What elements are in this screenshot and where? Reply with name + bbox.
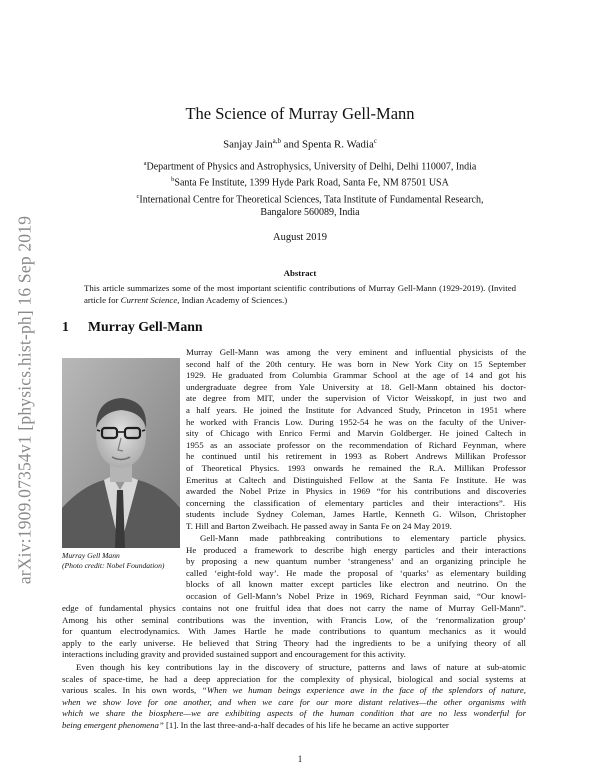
quote-text: when we show love for one another, and when we care for our more distant relatives—the other organisms with <box>62 696 526 707</box>
text-line: 1929. He graduated from Columbia Grammar School at the age of 14 and got his <box>186 370 526 381</box>
author-2-superscript: c <box>373 137 377 145</box>
text-line: concerning the classification of elementary particles and their interactions”. His <box>186 497 526 508</box>
text-line: Murray Gell-Mann was among the very eminent and influential physicists of the <box>186 347 526 357</box>
portrait-illustration <box>62 358 180 548</box>
affiliation-c-superscript: c <box>136 192 140 200</box>
section-heading <box>62 319 203 335</box>
text-line: He produced a framework to describe high energy particles and their interactions <box>186 544 526 555</box>
affiliation-c-text: International Centre for Theoretical Sciences, Tata Institute of Fundamental Research, <box>139 193 484 205</box>
text-line: awarded the Nobel Prize in Physics in 1969 “for his contributions and discoveries <box>186 486 526 497</box>
affiliation-b <box>100 173 520 189</box>
text-line <box>62 708 526 720</box>
figure-caption-credit: (Photo credit: Nobel Foundation) <box>62 561 165 571</box>
abstract-text <box>84 283 516 306</box>
text-line: he worked with Francis Low. During 1952-54 he was on the faculty of the Univer- <box>186 416 526 427</box>
text-line: by proposing a new quantum number ‘strangeness’ and an organizing principle he <box>186 556 526 567</box>
abstract-text-part-2: , Indian Academy of Sciences.) <box>177 294 288 305</box>
text-line: called ‘eight-fold way’. He made the proposal of ‘quarks’ as elementary building <box>186 567 526 578</box>
text-line: interactions including gravity and provided sustained support and encouragement for this activity. <box>62 649 406 660</box>
text-line: blocks of all known matter except particles like electron and neutrino. On the <box>186 579 526 590</box>
text-line: Even though his key contributions lay in the discovery of structure, patterns and laws of nature at sub-atomic <box>76 662 526 672</box>
affiliation-b-text: Santa Fe Institute, 1399 Hyde Park Road, Santa Fe, NM 87501 USA <box>174 177 449 189</box>
text-line: second half of the 20th century. He was born in New York City on 15 September <box>186 358 526 369</box>
text-run: various scales. In his own words, <box>62 685 202 696</box>
text-line <box>62 685 526 697</box>
text-line: he continued until his retirement in 1993 as Robert Andrews Millikan Professor <box>186 451 526 462</box>
author-1-superscript: a,b <box>272 137 281 145</box>
arxiv-stamp <box>10 150 40 650</box>
abstract-text-part-1: This article summarizes some of the most important scientific contributions of Murray Gell-Mann (1929-2019). (Invited article for <box>84 283 516 305</box>
affiliation-c-continued: Bangalore 560089, India <box>260 206 360 218</box>
affiliation-b-superscript: b <box>171 176 175 184</box>
author-2: Spenta R. Wadia <box>301 138 374 151</box>
paper-title: The Science of Murray Gell-Mann <box>185 104 415 123</box>
abstract-heading: Abstract <box>283 268 317 278</box>
affiliation-a-superscript: a <box>143 160 147 167</box>
text-line: a half years. He joined the Institute for Advanced Study, Princeton in 1951 where <box>186 404 526 415</box>
text-line: apply to the early universe. He believed that String Theory had the ingredients to be a unifying theory of all <box>62 637 526 648</box>
page-number: 1 <box>297 754 303 764</box>
text-line: scales of space-time, he had a deep appreciation for the complexity of physical, biological and social systems at <box>62 673 526 684</box>
text-line: Gell-Mann made pathbreaking contributions to elementary particle physics. <box>200 533 526 543</box>
text-line: ate degree from MIT, under the supervision of Victor Weisskopf, in just two and <box>186 393 526 404</box>
figure-caption-title: Murray Gell Mann <box>62 551 120 560</box>
paper-date: August 2019 <box>273 232 327 243</box>
text-line: Emeritus at Caltech and Distinguished Fellow at the Santa Fe Institute. He was <box>186 474 526 485</box>
quote-text: “When we human beings experience awe in the face of the splendors of nature, <box>201 685 526 696</box>
text-line <box>62 697 526 709</box>
affiliations <box>100 157 520 219</box>
text-line: T. Hill and Barton Zweibach. He passed away in Santa Fe on 24 May 2019. <box>186 520 452 531</box>
author-1: Sanjay Jain <box>223 138 273 151</box>
paragraph-3 <box>62 662 526 732</box>
text-line <box>62 720 526 732</box>
arxiv-id: arXiv:1909.07354v1 [physics.hist-ph] 16 Sep 2019 <box>14 215 35 585</box>
quote-text: being emergent phenomena” <box>62 719 164 730</box>
text-line: of Theoretical Physics. 1993 onwards he remained the R.A. Millikan Professor <box>186 462 526 473</box>
section-number: 1 <box>62 319 69 334</box>
text-line: students include Sydney Coleman, James Hartle, Kenneth G. Wilson, Christopher <box>186 509 526 520</box>
text-line: sity of Chicago with Enrico Fermi and Marvin Goldberger. He joined Caltech in <box>186 428 526 439</box>
paragraph-1 <box>186 347 526 533</box>
paragraph-2-full <box>62 603 526 661</box>
abstract-journal: Current Science <box>120 294 178 305</box>
affiliation-a-text: Department of Physics and Astrophysics, University of Delhi, Delhi 110007, India <box>146 161 477 173</box>
text-line: undergraduate degree from Yale University at 18. Gell-Mann obtained his doctor- <box>186 381 526 392</box>
affiliation-a <box>100 157 520 173</box>
author-conjunction: and <box>280 138 302 151</box>
text-line: for quantum electrodynamics. With James Hartle he made contributions to quantum mechanics as it would <box>62 626 526 637</box>
author-line <box>0 137 600 151</box>
section-title: Murray Gell-Mann <box>88 319 203 334</box>
text-run: [1]. In the last three-and-a-half decades of his life he became an active supporter <box>163 719 449 730</box>
text-line: edge of fundamental physics contains not one fruitful idea that does not carry the name of Murray Gell-Mann”. <box>62 603 526 613</box>
text-line: 1955 as an associate professor on the recommendation of Richard Feynman, where <box>186 439 526 450</box>
figure-caption <box>62 551 180 571</box>
paragraph-2-right <box>186 533 526 603</box>
portrait-photo <box>62 358 180 548</box>
text-line: occasion of Gell-Mann’s Nobel Prize in 1969, Richard Feynman said, “Our knowl- <box>186 590 526 601</box>
affiliation-c <box>100 190 520 206</box>
quote-text: which we share the biosphere—we are exhibiting aspects of the human condition that are no less wonderful for <box>62 708 526 719</box>
text-line: Among his other seminal contributions was the invention, with Francis Low, of the ‘renormalization group’ <box>62 614 526 625</box>
